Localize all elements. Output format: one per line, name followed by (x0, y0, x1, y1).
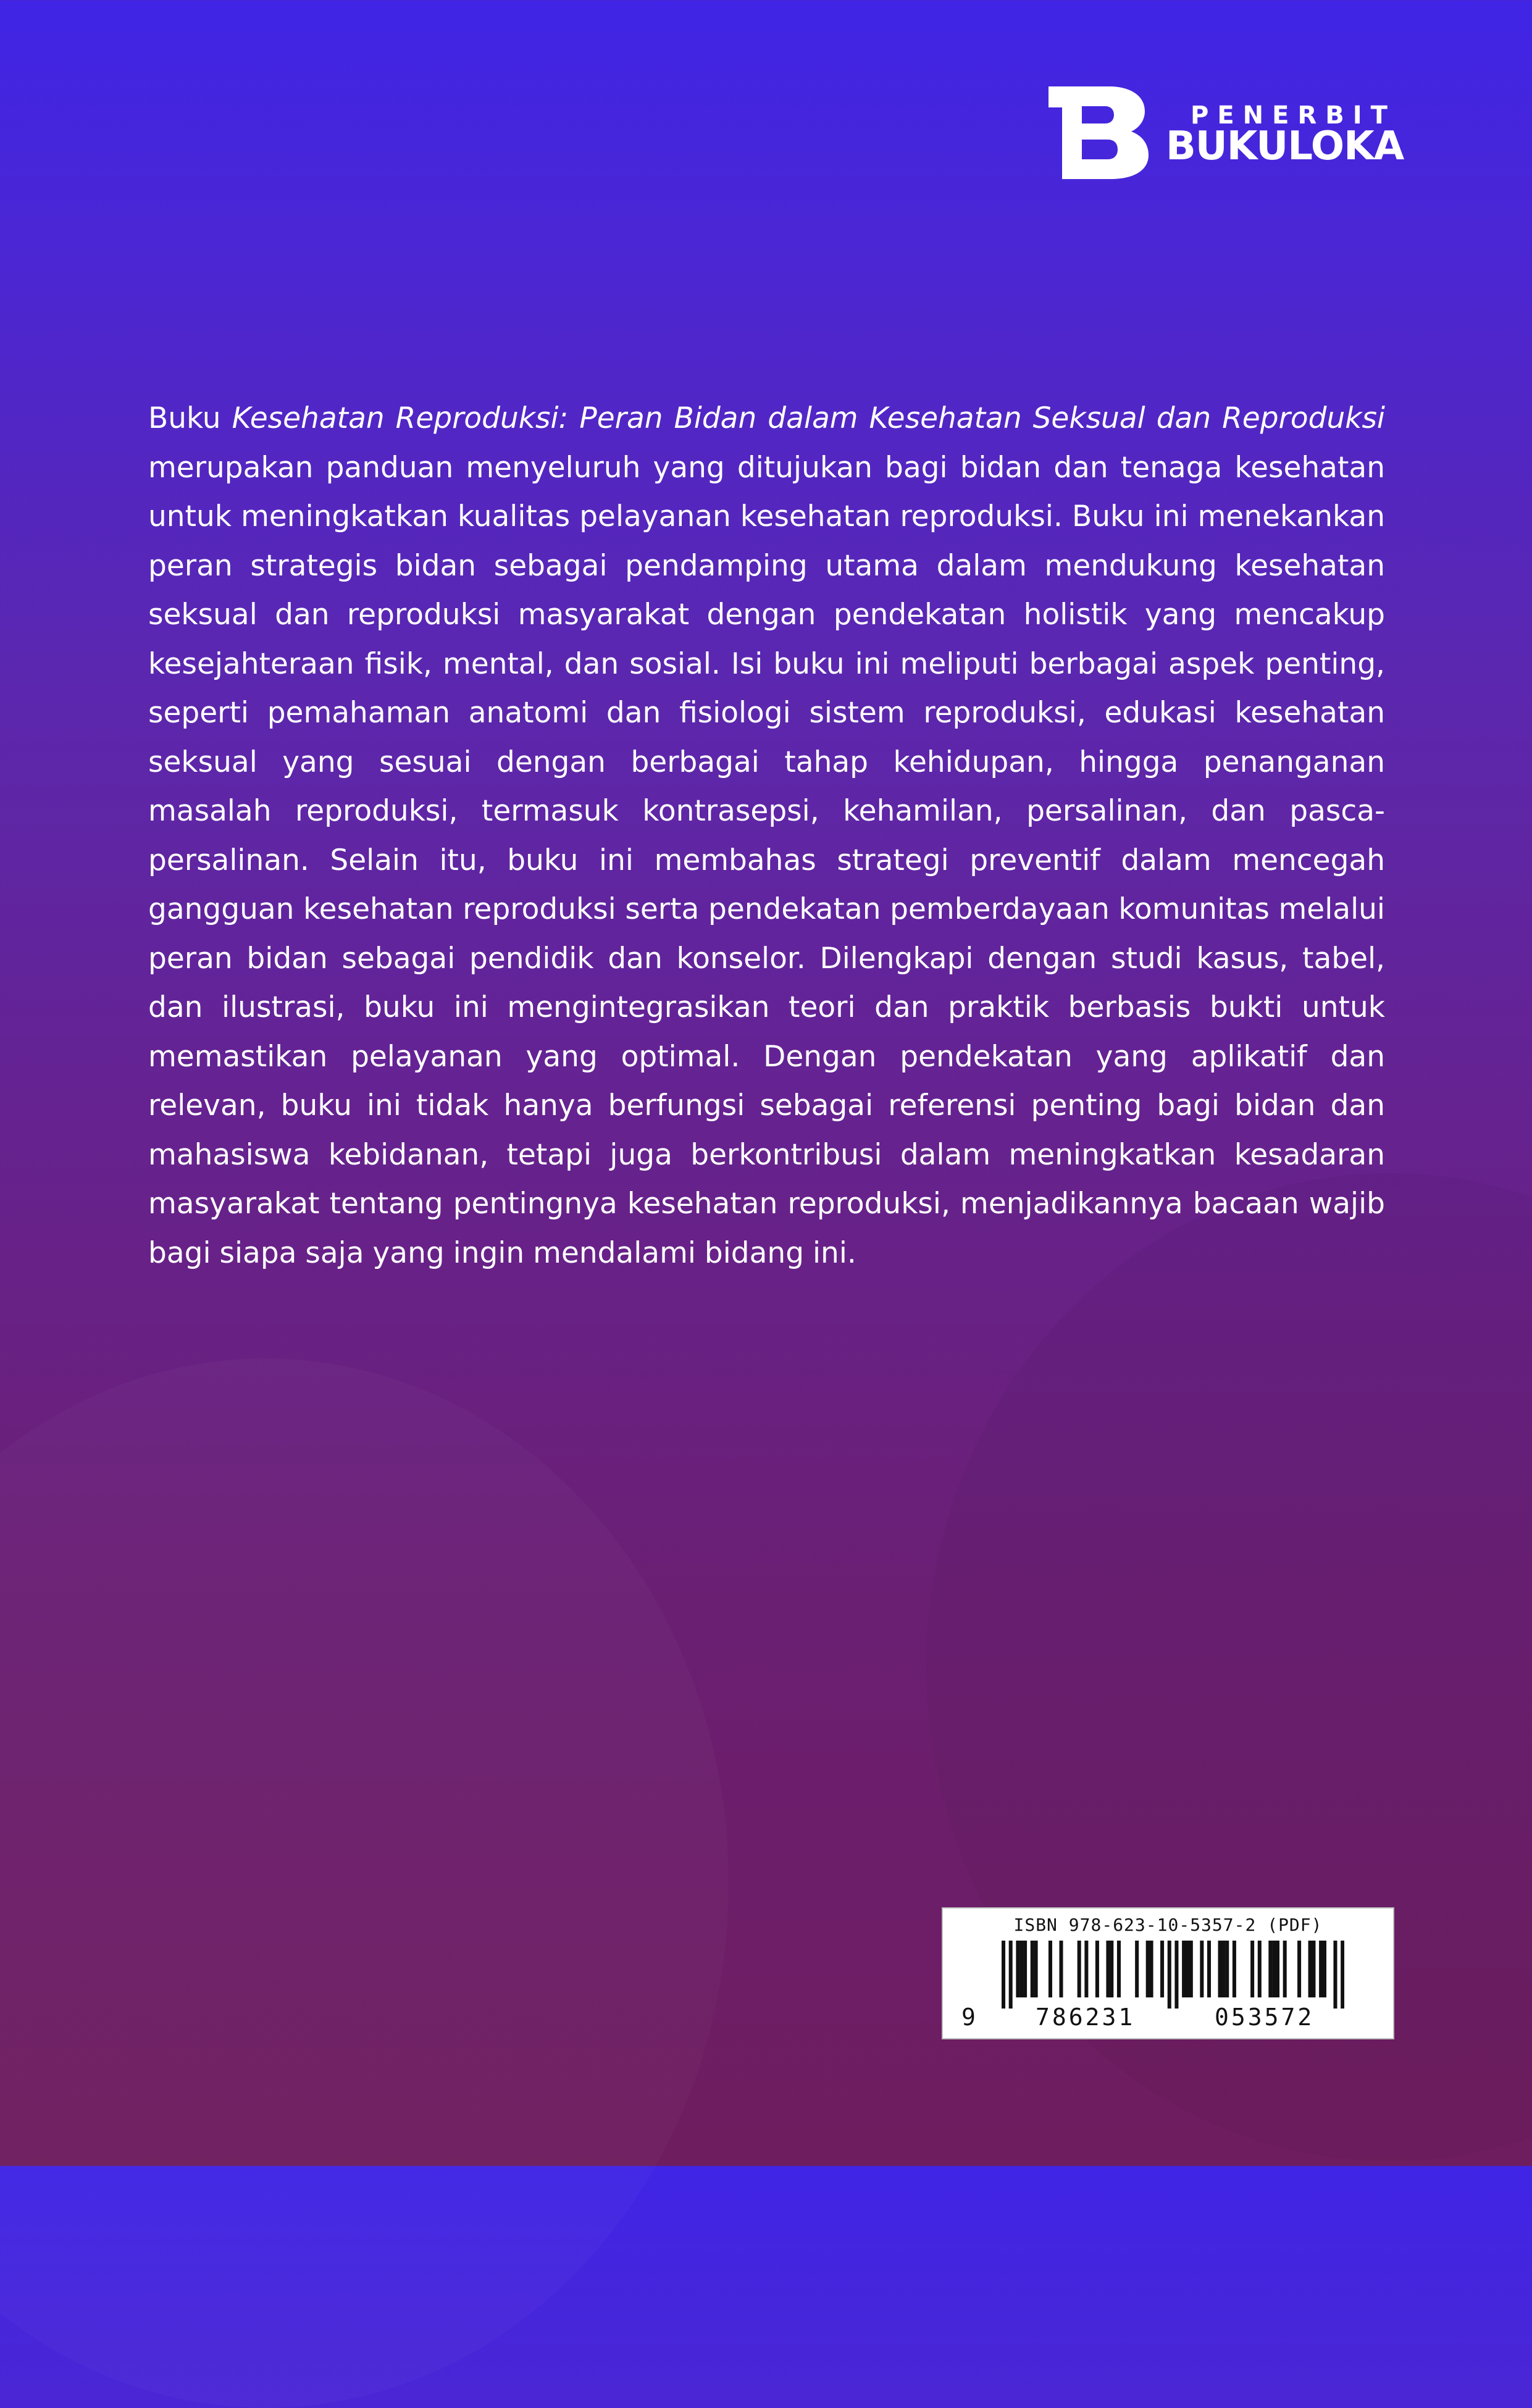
barcode-bar (1258, 1941, 1262, 1997)
barcode-bar (1283, 1941, 1287, 1997)
barcode-bar (1095, 1941, 1099, 1997)
barcode-bar (1250, 1941, 1254, 1997)
barcode-digit-first: 9 (961, 2004, 976, 2031)
barcode-bar (1168, 1941, 1171, 2009)
barcode-bar (1023, 1941, 1027, 1997)
barcode-bar (1019, 1941, 1023, 1997)
barcode-bar (1200, 1941, 1203, 1997)
barcode-bar (1174, 1941, 1178, 2009)
barcode-bar (1272, 1941, 1276, 1997)
barcode-bar (1016, 1941, 1019, 1997)
isbn-label: ISBN 978-623-10-5357-2 (PDF) (1013, 1915, 1323, 1935)
svg-text:B: B (1099, 140, 1103, 147)
barcode-bar (1084, 1941, 1088, 1997)
barcode-bar (1182, 1941, 1186, 1997)
barcode-bar (1002, 1941, 1005, 2009)
description-lead: Buku (148, 401, 232, 435)
barcode-bar (1323, 1941, 1326, 1997)
barcode-digits-right: 053572 (1215, 2004, 1315, 2031)
background-shape (0, 1358, 729, 2408)
isbn-barcode-box (942, 1907, 1394, 2039)
barcode-digits-left: 786231 (1036, 2004, 1136, 2031)
barcode-bar (1078, 1941, 1081, 1997)
barcode-bar (1225, 1941, 1229, 1997)
barcode-bar (1312, 1941, 1315, 1997)
barcode-bar (1146, 1941, 1150, 1997)
barcode-bar (1009, 1941, 1013, 2009)
barcode-bar (1297, 1941, 1301, 1997)
barcode-bar (1186, 1941, 1189, 1997)
barcode-bar (1189, 1941, 1193, 1997)
barcode-bar (1308, 1941, 1312, 1997)
barcode-bar (1233, 1941, 1236, 1997)
barcode (1002, 1941, 1344, 2009)
publisher-name: BUKULOKA (1166, 123, 1404, 169)
barcode-bar (1049, 1941, 1052, 1997)
barcode-bar (1106, 1941, 1110, 1997)
publisher-logo-mark (1049, 86, 1153, 179)
barcode-bar (1059, 1941, 1063, 1997)
book-description (148, 394, 1385, 1277)
barcode-bar (1207, 1941, 1211, 1997)
barcode-bar (1034, 1941, 1038, 1997)
book-title: Kesehatan Reproduksi: Peran Bidan dalam Kesehatan Seksual dan Reproduksi (232, 401, 1385, 435)
barcode-bar (1110, 1941, 1113, 1997)
barcode-bar (1333, 1941, 1337, 2009)
barcode-bar (1319, 1941, 1323, 1997)
barcode-bar (1276, 1941, 1279, 1997)
barcode-bar (1268, 1941, 1272, 1997)
barcode-bar (1221, 1941, 1225, 1997)
publisher-eyebrow: PENERBIT (1191, 101, 1396, 130)
publisher-logo (1049, 86, 1419, 185)
barcode-bar (1341, 1941, 1344, 2009)
barcode-bar (1117, 1941, 1121, 1997)
barcode-bar (1031, 1941, 1034, 1997)
barcode-bar (1218, 1941, 1222, 1997)
barcode-bar (1150, 1941, 1153, 1997)
barcode-bar (1135, 1941, 1139, 1997)
description-body: merupakan panduan menyeluruh yang ditujukan bagi bidan dan tenaga kesehatan untuk meningkatkan kualitas pelayanan kesehatan reproduksi. Buku ini menekankan peran strategis bidan sebagai pendamping utama dalam mendukung kesehatan seksual dan reproduksi masyarakat dengan pendekatan holistik yang mencakup kesejahteraan fisik, mental, dan sosial. Isi buku ini meliputi berbagai aspek penting, seperti pemahaman anatomi dan fisiologi sistem reproduksi, edukasi kesehatan seksual yang sesuai dengan berbagai tahap kehidupan, hingga penanganan masalah reproduksi, termasuk kontrasepsi, kehamilan, persalinan, dan pasca-persalinan. Selain itu, buku ini membahas strategi preventif dalam mencegah gangguan kesehatan reproduksi serta pendekatan pemberdayaan komunitas melalui peran bidan sebagai pendidik dan konselor. Dilengkapi dengan studi kasus, tabel, dan ilustrasi, buku ini mengintegrasikan teori dan praktik berbasis bukti untuk memastikan pelayanan yang optimal. Dengan pendekatan yang aplikatif dan relevan, buku ini tidak hanya berfungsi sebagai referensi penting bagi bidan dan mahasiswa kebidanan, tetapi juga berkontribusi dalam meningkatkan kesadaran masyarakat tentang pentingnya kesehatan reproduksi, menjadikannya bacaan wajib bagi siapa saja yang ingin mendalami bidang ini. (148, 450, 1385, 1270)
barcode-bar (1160, 1941, 1164, 1997)
